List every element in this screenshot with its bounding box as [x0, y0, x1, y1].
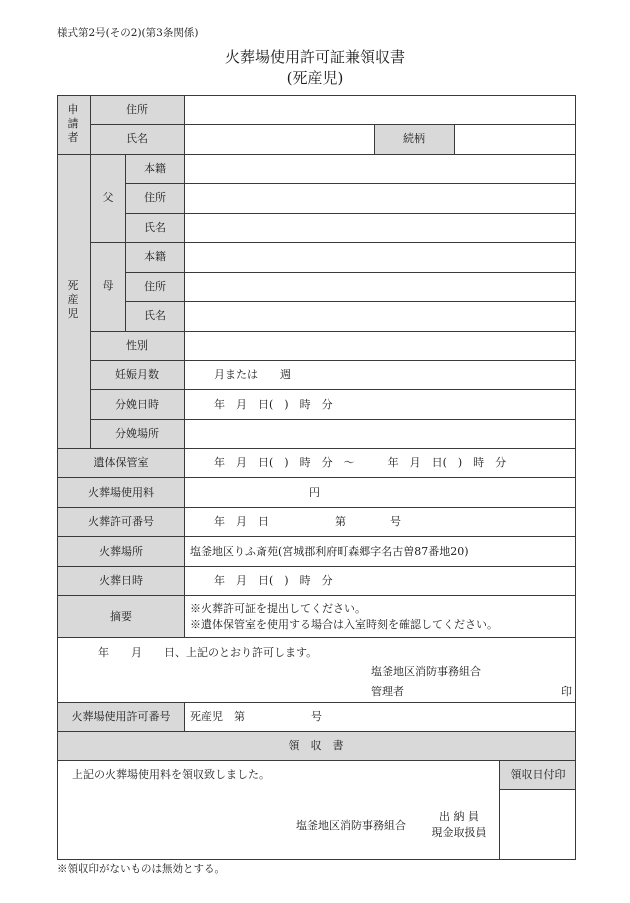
pregnancy-months-label: 妊娠月数: [115, 368, 159, 381]
mother-name-label: 氏名: [144, 309, 166, 322]
birth-place-field[interactable]: [186, 421, 574, 447]
cremation-permit-number-value[interactable]: 年 月 日 第 号: [214, 515, 401, 528]
father-name-field[interactable]: [186, 215, 574, 241]
receipt-cashier-label: 出 納 員: [439, 810, 479, 823]
father-name-label: 氏名: [144, 221, 166, 234]
form-subtitle: (死産児): [286, 69, 344, 87]
usage-permit-number-value[interactable]: 死産児 第 号: [190, 710, 322, 723]
father-domicile-label: 本籍: [144, 162, 166, 175]
footnote: ※領収印がないものは無効とする。: [57, 863, 225, 875]
approval-seal-mark: 印: [561, 685, 572, 698]
applicant-name-label: 氏名: [126, 132, 148, 145]
receipt-organization: 塩釜地区消防事務組合: [296, 819, 406, 832]
applicant-address-label: 住所: [126, 103, 148, 116]
mother-name-field[interactable]: [186, 303, 574, 330]
usage-permit-number-label: 火葬場使用許可番号: [71, 710, 171, 723]
approval-organization: 塩釜地区消防事務組合: [371, 665, 481, 678]
birth-datetime-value[interactable]: 年 月 日( ) 時 分: [214, 398, 333, 411]
applicant-relation-label: 続柄: [403, 132, 425, 145]
applicant-name-field[interactable]: [186, 126, 373, 153]
applicant-relation-field[interactable]: [456, 126, 574, 153]
notes-line-2: ※遺体保管室を使用する場合は入室時刻を確認してください。: [190, 618, 498, 631]
mother-address-label: 住所: [144, 280, 166, 293]
applicant-label-char-3: 者: [67, 131, 79, 144]
receipt-heading: 領 収 書: [288, 739, 344, 752]
cremation-permit-number-label: 火葬許可番号: [88, 515, 154, 528]
receipt-statement: 上記の火葬場使用料を領収致しました。: [72, 768, 270, 781]
approval-manager-label: 管理者: [371, 685, 404, 698]
sex-label: 性別: [126, 339, 148, 352]
mother-address-field[interactable]: [186, 274, 574, 300]
father-label: 父: [102, 191, 114, 204]
applicant-label-char-2: 請: [67, 117, 79, 130]
notes-line-1: ※火葬許可証を提出してください。: [190, 602, 366, 615]
father-address-label: 住所: [144, 191, 166, 204]
cremation-place-value: 塩釜地区りふ斎苑(宮城郡利府町森郷字名古曽87番地20): [190, 545, 469, 558]
applicant-label-char-1: 申: [67, 103, 79, 116]
notes-label: 摘要: [110, 610, 132, 623]
approval-statement: 年 月 日、上記のとおり許可します。: [98, 646, 318, 659]
mother-domicile-label: 本籍: [144, 250, 166, 263]
sex-field[interactable]: [186, 333, 574, 359]
stillborn-label-char-3: 児: [67, 307, 79, 320]
receipt-date-stamp-label: 領収日付印: [510, 768, 566, 781]
usage-fee-unit[interactable]: 円: [309, 486, 320, 499]
birth-datetime-label: 分娩日時: [115, 398, 159, 411]
cremation-place-label: 火葬場所: [99, 545, 143, 558]
storage-room-label: 遺体保管室: [93, 456, 149, 469]
cremation-datetime-value[interactable]: 年 月 日( ) 時 分: [214, 574, 333, 587]
receipt-date-stamp-area[interactable]: [501, 791, 574, 858]
form-title: 火葬場使用許可証兼領収書: [224, 48, 405, 66]
birth-place-label: 分娩場所: [115, 427, 159, 440]
form-number: 様式第2号(その2)(第3条関係): [57, 27, 199, 39]
receipt-cash-handler-label: 現金取扱員: [431, 826, 487, 839]
mother-label: 母: [102, 279, 114, 292]
father-domicile-field[interactable]: [186, 156, 574, 182]
usage-fee-label: 火葬場使用料: [88, 486, 154, 499]
cremation-datetime-label: 火葬日時: [99, 574, 143, 587]
stillborn-label-char-2: 産: [67, 293, 79, 306]
pregnancy-months-value[interactable]: 月または 週: [214, 368, 291, 381]
mother-domicile-field[interactable]: [186, 244, 574, 271]
father-address-field[interactable]: [186, 185, 574, 212]
storage-room-value[interactable]: 年 月 日( ) 時 分 ～ 年 月 日( ) 時 分: [214, 456, 507, 469]
applicant-address-field[interactable]: [186, 96, 574, 123]
stillborn-label-char-1: 死: [67, 279, 79, 292]
